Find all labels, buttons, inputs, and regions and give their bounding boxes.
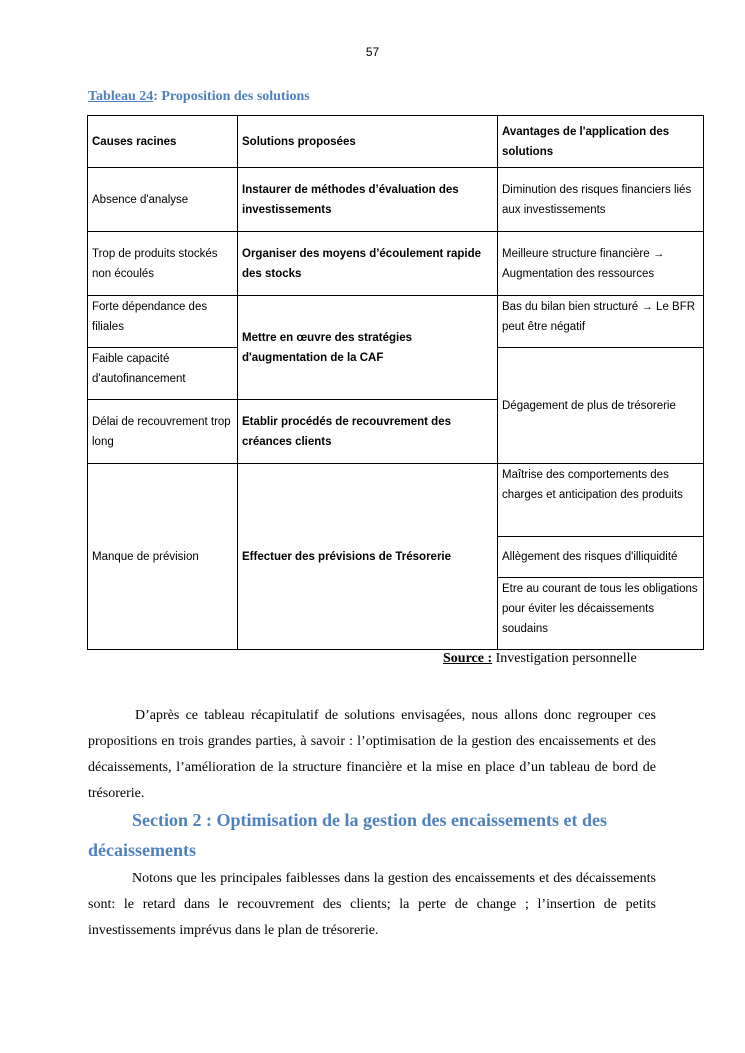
table-row — [88, 464, 704, 537]
paragraph-summary: D’après ce tableau récapitulatif de solutions envisagées, nous allons donc regrouper ces propositions en trois grandes parties, à savoir : l’optimisation de la gestion des encaissements et des décaissements, l’amélioration de la structure financière et la mise en place d’un tableau de bord de trésorerie. — [88, 708, 656, 801]
cause-cell: Manque de prévision — [88, 464, 238, 650]
table-row — [88, 168, 704, 232]
cause-cell: Faible capacité d'autofinancement — [88, 348, 238, 400]
table-header-row — [88, 116, 704, 168]
solution-cell: Instaurer de méthodes d’évaluation des investissements — [238, 168, 498, 232]
avantage-cell: Dégagement de plus de trésorerie — [498, 348, 704, 464]
avantage-cell: Bas du bilan bien structuré → Le BFR peut être négatif — [498, 296, 704, 348]
page-number: 57 — [365, 45, 380, 59]
solutions-table — [87, 115, 704, 650]
solution-cell: Organiser des moyens d’écoulement rapide des stocks — [238, 232, 498, 296]
avantage-cell: Diminution des risques financiers liés aux investissements — [498, 168, 704, 232]
caption-label: Tableau 24 — [88, 89, 154, 104]
solution-cell: Etablir procédés de recouvrement des créances clients — [238, 400, 498, 464]
cause-cell: Forte dépendance des filiales — [88, 296, 238, 348]
avantage-cell: Allègement des risques d'illiquidité — [498, 537, 704, 578]
avantage-cell: Meilleure structure financière → Augmentation des ressources — [498, 232, 704, 296]
source-label: Source : — [443, 651, 493, 666]
avantage-cell: Maîtrise des comportements des charges et anticipation des produits — [498, 464, 704, 537]
table-row — [88, 296, 704, 348]
cause-cell: Délai de recouvrement trop long — [88, 400, 238, 464]
header-avantages: Avantages de l'application des solutions — [498, 116, 704, 168]
solution-cell: Mettre en œuvre des stratégies d'augmentation de la CAF — [238, 296, 498, 400]
caption-title: : Proposition des solutions — [153, 89, 310, 104]
table-row — [88, 232, 704, 296]
table-source — [443, 651, 637, 667]
avantage-cell: Etre au courant de tous les obligations pour éviter les décaissements soudains — [498, 578, 704, 650]
source-text: Investigation personnelle — [492, 651, 637, 666]
header-causes: Causes racines — [88, 116, 238, 168]
cause-cell: Absence d'analyse — [88, 168, 238, 232]
cause-cell: Trop de produits stockés non écoulés — [88, 232, 238, 296]
table-caption — [88, 89, 310, 105]
paragraph-weaknesses: Notons que les principales faiblesses dans la gestion des encaissements et des décaissements sont: le retard dans le recouvrement des clients; la perte de change ; l’insertion de petits investissements imprévus dans le plan de trésorerie. — [88, 871, 656, 938]
section-heading: Section 2 : Optimisation de la gestion des encaissements et des décaissements — [88, 810, 607, 860]
solution-cell: Effectuer des prévisions de Trésorerie — [238, 464, 498, 650]
header-solutions: Solutions proposées — [238, 116, 498, 168]
